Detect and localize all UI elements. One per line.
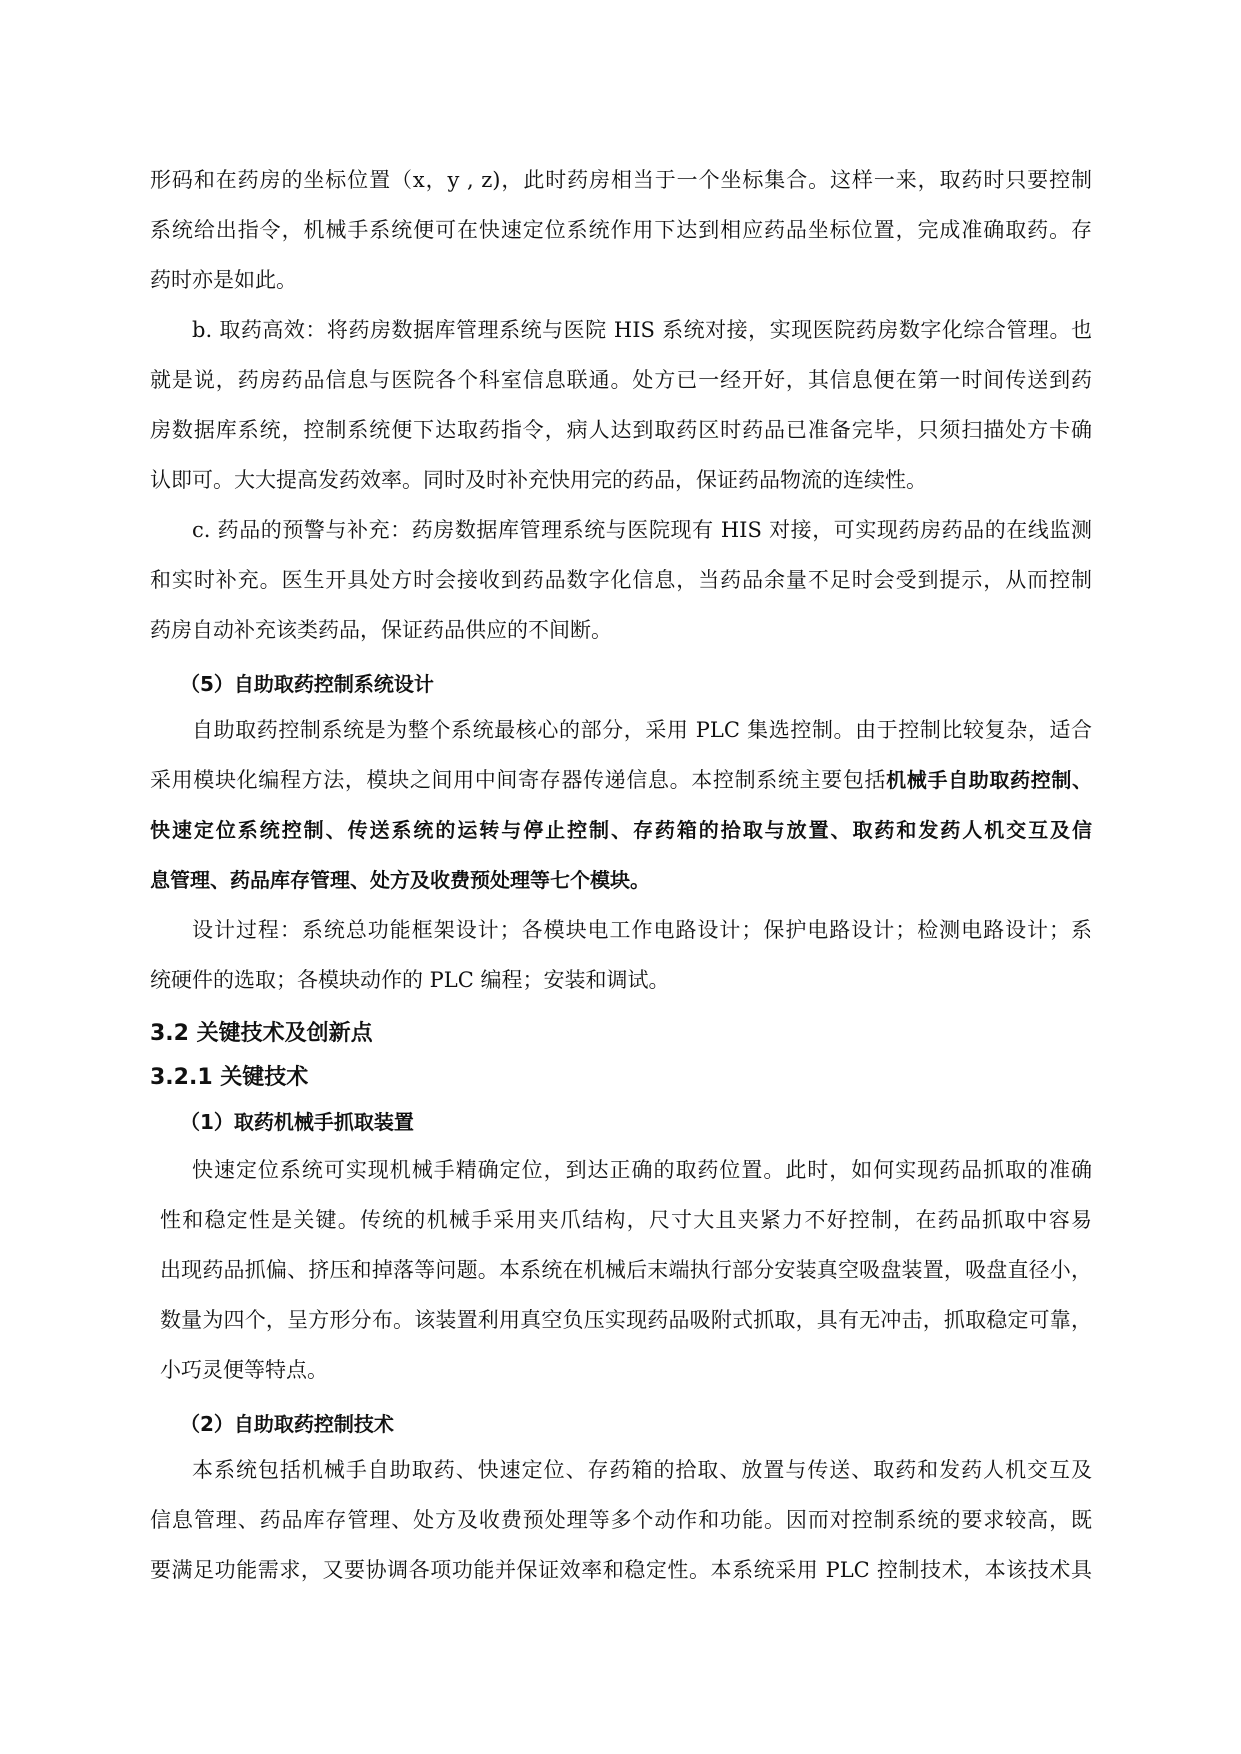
paragraph-line: 认即可。大大提高发药效率。同时及时补充快用完的药品，保证药品物流的连续性。 — [150, 468, 927, 492]
paragraph-line: 药时亦是如此。 — [150, 268, 297, 292]
paragraph-line: 快速定位系统可实现机械手精确定位，到达正确的取药位置。此时，如何实现药品抓取的准确 — [192, 1158, 1092, 1182]
paragraph-line: 和实时补充。医生开具处方时会接收到药品数字化信息，当药品余量不足时会受到提示，从而控制 — [150, 568, 1092, 592]
paragraph-line: 就是说，药房药品信息与医院各个科室信息联通。处方已一经开好，其信息便在第一时间传送到药 — [150, 368, 1092, 392]
paragraph-line: 设计过程：系统总功能框架设计；各模块电工作电路设计；保护电路设计；检测电路设计；系 — [192, 918, 1092, 942]
paragraph-line: 信息管理、药品库存管理、处方及收费预处理等多个动作和功能。因而对控制系统的要求较高，既 — [150, 1508, 1092, 1532]
section-heading: （5）自助取药控制系统设计 — [180, 672, 434, 696]
paragraph-line: 自助取药控制系统是为整个系统最核心的部分，采用 PLC 集选控制。由于控制比较复杂，适合 — [192, 718, 1092, 742]
paragraph-line: 统硬件的选取；各模块动作的 PLC 编程；安装和调试。 — [150, 968, 670, 992]
paragraph-line: 性和稳定性是关键。传统的机械手采用夹爪结构，尺寸大且夹紧力不好控制，在药品抓取中容易 — [160, 1208, 1092, 1232]
paragraph-line-bold: 快速定位系统控制、传送系统的运转与停止控制、存药箱的拾取与放置、取药和发药人机交互及信 — [150, 818, 1092, 842]
subsection-heading: 3.2 关键技术及创新点 — [150, 1021, 373, 1046]
paragraph-line: 要满足功能需求，又要协调各项功能并保证效率和稳定性。本系统采用 PLC 控制技术，本该技术具 — [150, 1558, 1092, 1582]
paragraph-line: 出现药品抓偏、挤压和掉落等问题。本系统在机械后末端执行部分安装真空吸盘装置，吸盘直径小， — [160, 1258, 1092, 1282]
item-heading: （2）自助取药控制技术 — [180, 1412, 394, 1436]
paragraph-line-bold: 息管理、药品库存管理、处方及收费预处理等七个模块。 — [150, 868, 650, 892]
paragraph-line: c. 药品的预警与补充：药房数据库管理系统与医院现有 HIS 对接，可实现药房药品的在线监测 — [192, 518, 1092, 542]
paragraph-text: 采用模块化编程方法，模块之间用中间寄存器传递信息。本控制系统主要包括 — [150, 768, 887, 792]
subsubsection-heading: 3.2.1 关键技术 — [150, 1065, 309, 1090]
paragraph-line: 房数据库系统，控制系统便下达取药指令，病人达到取药区时药品已准备完毕，只须扫描处方卡确 — [150, 418, 1092, 442]
bold-text: 机械手自助取药控制、 — [886, 768, 1093, 792]
paragraph-line: b. 取药高效：将药房数据库管理系统与医院 HIS 系统对接，实现医院药房数字化综合管理。也 — [192, 318, 1092, 342]
paragraph-line: 数量为四个，呈方形分布。该装置利用真空负压实现药品吸附式抓取，具有无冲击，抓取稳定可靠， — [160, 1308, 1092, 1332]
paragraph-line: 药房自动补充该类药品，保证药品供应的不间断。 — [150, 618, 612, 642]
paragraph-line: 形码和在药房的坐标位置（x，y , z)，此时药房相当于一个坐标集合。这样一来，取药时只要控制 — [150, 168, 1092, 192]
paragraph-line: 本系统包括机械手自助取药、快速定位、存药箱的拾取、放置与传送、取药和发药人机交互及 — [192, 1458, 1092, 1482]
paragraph-line: 系统给出指令，机械手系统便可在快速定位系统作用下达到相应药品坐标位置，完成准确取药。存 — [150, 218, 1092, 242]
item-heading: （1）取药机械手抓取装置 — [180, 1110, 414, 1134]
paragraph-line: 小巧灵便等特点。 — [160, 1358, 328, 1382]
paragraph-line — [150, 755, 1092, 805]
